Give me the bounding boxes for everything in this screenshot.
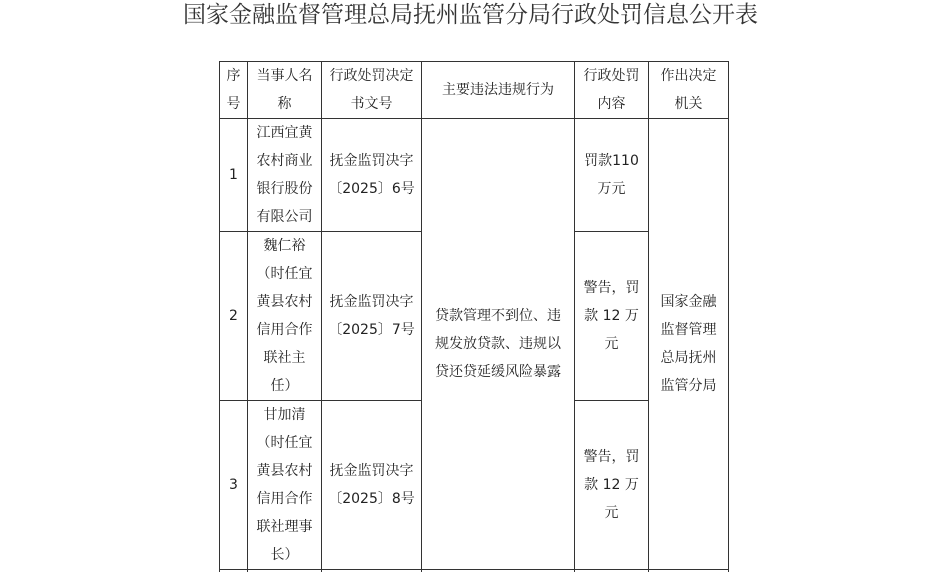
cell-continued [220,570,248,573]
cell-party-name: 甘加清（时任宜黄县农村信用合作联社理事长） [248,401,322,570]
header-penalty: 行政处罚内容 [575,62,649,119]
cell-penalty: 罚款110万元 [575,119,649,232]
cell-decision-number: 抚金监罚决字〔2025〕8号 [322,401,422,570]
table-row [220,119,729,232]
cell-decision-number: 抚金监罚决字〔2025〕7号 [322,232,422,401]
table-header-row [220,62,729,119]
cell-continued [575,570,649,573]
header-decision-number: 行政处罚决定书文号 [322,62,422,119]
header-index: 序号 [220,62,248,119]
cell-penalty: 警告，罚款 12 万元 [575,232,649,401]
cell-index: 2 [220,232,248,401]
cell-decision-number: 抚金监罚决字〔2025〕6号 [322,119,422,232]
cell-authority: 国家金融监督管理总局抚州监管分局 [649,119,729,570]
cell-continued [322,570,422,573]
cell-index: 3 [220,401,248,570]
cell-party-name: 江西宜黄农村商业银行股份有限公司 [248,119,322,232]
header-party-name: 当事人名称 [248,62,322,119]
penalty-disclosure-table [219,61,729,572]
page-title: 国家金融监督管理总局抚州监管分局行政处罚信息公开表 [183,2,758,28]
cell-continued [248,570,322,573]
header-authority: 作出决定机关 [649,62,729,119]
cell-violation: 贷款管理不到位、违规发放贷款、违规以贷还贷延缓风险暴露 [422,119,575,570]
cell-continued [649,570,729,573]
cell-index: 1 [220,119,248,232]
cell-party-name: 魏仁裕（时任宜黄县农村信用合作联社主任） [248,232,322,401]
cell-continued [422,570,575,573]
cell-penalty: 警告，罚款 12 万元 [575,401,649,570]
table-row-continued [220,570,729,573]
header-violation: 主要违法违规行为 [422,62,575,119]
